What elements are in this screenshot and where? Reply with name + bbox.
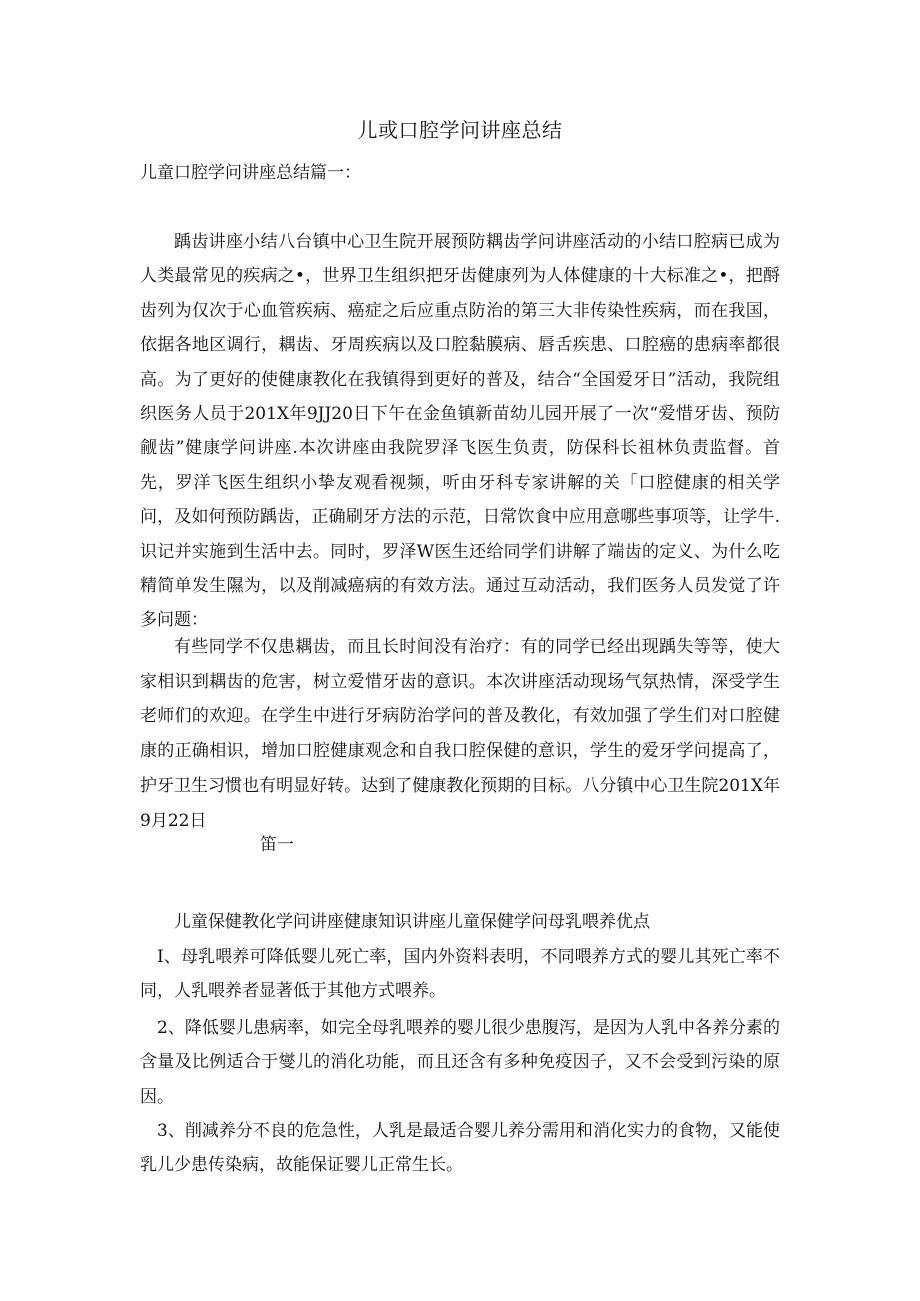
paragraph-result: 有些同学不仅患耦齿，而且长时间没有治疗：有的同学已经出现踽失等等，使大家相识到耦齿的危害，树立爱惜牙齿的意识。本次讲座活动现场气氛热情，深受学生老师们的欢迎。在学生中进行牙病防治学问的普及教化，有效加强了学生们对口腔健康的正确相识，增加口腔健康观念和自我口腔保健的意识，学生的爱牙学问提高了，护牙卫生习惯也有明显好转。达到了健康教化预期的目标。八分镇中心卫生院201X年9月22日 xyxy=(140,637,780,831)
list-item: 3、削减养分不良的危急性，人乳是最适合婴儿养分需用和消化实力的食物，又能使乳儿少患传染病，故能保证婴儿正常生长。 xyxy=(140,1121,780,1176)
section-heading: 儿童保健教化学问讲座健康知识讲座儿童保健学问母乳喂养优点 xyxy=(174,912,650,932)
section-marker: 笛一 xyxy=(260,835,294,855)
list-item: 2、降低婴儿患病率，如完全母乳喂养的婴儿很少患腹泻，是因为人乳中各养分素的含量及比例适合于燮儿的消化功能，而且还含有多种免疫因子，又不会受到污染的原因。 xyxy=(140,1018,780,1107)
list-item: I、母乳喂养可降低婴儿死亡率，国内外资料表明，不同喂养方式的婴儿其死亡率不同，人乳喂养者显著低于其他方式喂养。 xyxy=(140,947,780,1002)
paragraph-intro: 踽齿讲座小结八台镇中心卫生院开展预防耦齿学问讲座活动的小结口腔病已成为人类最常见的疾病之•，世界卫生组织把牙齿健康列为人体健康的十大标准之•，把酹齿列为仅次于心血管疾病、癌症之后应重点防治的第三大非传染性疾病，而在我国，依据各地区调行，耦齿、牙周疾病以及口腔黏膜病、唇舌疾患、口腔癌的患病率都很高。为了更好的使健康教化在我镇得到更好的普及，结合“全国爱牙日”活动，我院组织医务人员于201X年9JJ20日下午在金鱼镇新苗幼儿园开展了一次“爱惜牙齿、预防觎齿”健康学问讲座.本次讲座由我院罗泽飞医生负责，防保科长祖林负责监督。首先，罗洋飞医生组织小挚友观看视频，听由牙科专家讲解的关「口腔健康的相关学问，及如何预防踽齿，正确刷牙方法的示范，日常饮食中应用意哪些事项等，让学牛.识记并实施到生活中去。同时，罗泽W医生还给同学们讲解了端齿的定义、为什么吃精简单发生隰为，以及削减癌病的有效方法。通过互动活动，我们医务人员发觉了许多问题： xyxy=(140,232,780,631)
document-subtitle: 儿童口腔学问讲座总结篇一： xyxy=(140,163,361,183)
document-title: 儿或口腔学问讲座总结 xyxy=(357,118,563,142)
